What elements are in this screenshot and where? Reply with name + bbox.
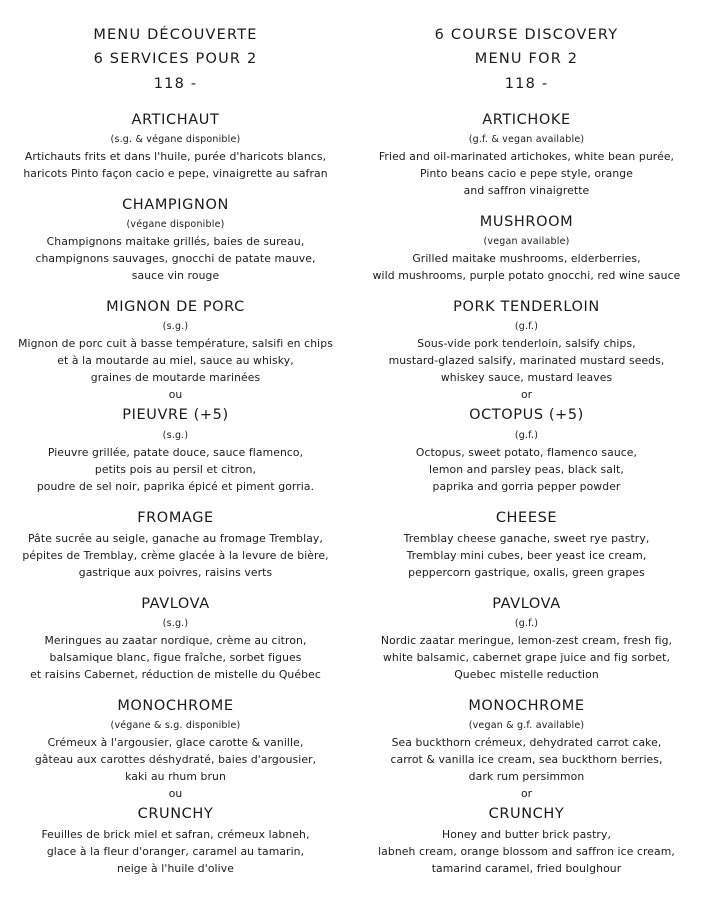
course-description-line: Pinto beans cacio e pepe style, orange	[420, 167, 633, 180]
course-description-line: carrot & vanilla ice cream, sea buckthorn berries,	[390, 753, 663, 766]
course-description-line: mustard-glazed salsify, marinated mustard seeds,	[388, 354, 665, 367]
course-title: ARTICHOKE	[482, 112, 571, 128]
course-description-line: Sea buckthorn crémeux, dehydrated carrot cake,	[391, 736, 662, 749]
course-title: PIEUVRE (+5)	[122, 407, 229, 423]
course-description-line: Quebec mistelle reduction	[454, 668, 599, 681]
course-description-line: poudre de sel noir, paprika épicé et piment gorria.	[36, 480, 315, 493]
course-dietary-note: (vegan available)	[483, 236, 570, 247]
course-alternative-separator: or	[520, 388, 533, 401]
course-description-line: gâteau aux carottes déshydraté, baies d'argousier,	[34, 753, 317, 766]
course-dietary-note: (s.g.)	[162, 618, 189, 629]
course-title: OCTOPUS (+5)	[469, 407, 584, 423]
course-description-line: Fried and oil-marinated artichokes, white bean purée,	[378, 150, 675, 163]
course-title: CRUNCHY	[137, 806, 214, 822]
course-description-line: petits pois au persil et citron,	[94, 463, 257, 476]
menu-header-line-2: MENU FOR 2	[474, 51, 579, 67]
course-title: PAVLOVA	[492, 596, 561, 612]
course-description-line: labneh cream, orange blossom and saffron ice cream,	[378, 845, 675, 858]
course-title: PAVLOVA	[141, 596, 210, 612]
course-dietary-note: (végane & s.g. disponible)	[110, 720, 241, 731]
course-description-line: paprika and gorria pepper powder	[432, 480, 621, 493]
course-description-line: neige à l'huile d'olive	[117, 862, 234, 875]
course-description-line: lemon and parsley peas, black salt,	[429, 463, 624, 476]
course-description-line: Pâte sucrée au seigle, ganache au fromage Tremblay,	[28, 532, 323, 545]
course-description-line: peppercorn gastrique, oxalis, green grapes	[408, 566, 645, 579]
course-description-line: Champignons maitake grillés, baies de sureau,	[46, 235, 305, 248]
course-title: CHEESE	[495, 510, 558, 526]
course-alternative-separator: ou	[168, 787, 183, 800]
course-description-line: champignons sauvages, gnocchi de patate mauve,	[35, 252, 316, 265]
course-alternative-separator: or	[520, 787, 533, 800]
course-description-line: whiskey sauce, mustard leaves	[440, 371, 613, 384]
course-description-line: Octopus, sweet potato, flamenco sauce,	[415, 446, 638, 459]
course-dietary-note: (g.f. & vegan available)	[468, 134, 585, 145]
course-description-line: et à la moutarde au miel, sauce au whisky,	[57, 354, 294, 367]
course-description-line: Mignon de porc cuit à basse température, salsifi en chips	[18, 337, 333, 350]
course-description-line: Honey and butter brick pastry,	[442, 828, 611, 841]
course-description-line: Tremblay mini cubes, beer yeast ice cream,	[406, 549, 647, 562]
menu-price: 118 -	[153, 76, 198, 92]
course-dietary-note: (g.f.)	[514, 618, 539, 629]
course-alternative-separator: ou	[168, 388, 183, 401]
course-dietary-note: (s.g.)	[162, 321, 189, 332]
course-description-line: tamarind caramel, fried boulghour	[431, 862, 622, 875]
menu-price: 118 -	[504, 76, 549, 92]
course-dietary-note: (vegan & g.f. available)	[468, 720, 585, 731]
menu-header-line-1: MENU DÉCOUVERTE	[93, 27, 258, 43]
course-description-line: Sous-vide pork tenderloin, salsify chips,	[417, 337, 636, 350]
course-description-line: Artichauts frits et dans l'huile, purée d'haricots blancs,	[24, 150, 327, 163]
course-description-line: sauce vin rouge	[131, 269, 220, 282]
course-title: MONOCHROME	[468, 698, 585, 714]
course-description-line: balsamique blanc, figue fraîche, sorbet figues	[49, 651, 302, 664]
course-description-line: white balsamic, cabernet grape juice and fig sorbet,	[382, 651, 670, 664]
course-title: CHAMPIGNON	[122, 197, 229, 213]
menu-header-line-1: 6 COURSE DISCOVERY	[434, 27, 619, 43]
course-description-line: haricots Pinto façon cacio e pepe, vinaigrette au safran	[23, 167, 328, 180]
course-description-line: Crémeux à l'argousier, glace carotte & vanille,	[47, 736, 304, 749]
course-description-line: Pieuvre grillée, patate douce, sauce flamenco,	[47, 446, 304, 459]
course-description-line: wild mushrooms, purple potato gnocchi, red wine sauce	[372, 269, 681, 282]
course-title: PORK TENDERLOIN	[453, 299, 600, 315]
course-title: FROMAGE	[137, 510, 214, 526]
course-dietary-note: (g.f.)	[514, 430, 539, 441]
course-dietary-note: (g.f.)	[514, 321, 539, 332]
course-title: ARTICHAUT	[131, 112, 220, 128]
course-description-line: gastrique aux poivres, raisins verts	[78, 566, 273, 579]
course-description-line: graines de moutarde marinées	[90, 371, 261, 384]
course-description-line: Meringues au zaatar nordique, crème au citron,	[44, 634, 307, 647]
course-title: MUSHROOM	[479, 214, 574, 230]
course-dietary-note: (végane disponible)	[126, 219, 225, 230]
course-description-line: Feuilles de brick miel et safran, crémeux labneh,	[41, 828, 310, 841]
course-description-line: dark rum persimmon	[468, 770, 585, 783]
course-description-line: glace à la fleur d'oranger, caramel au tamarin,	[46, 845, 305, 858]
course-description-line: Nordic zaatar meringue, lemon-zest cream, fresh fig,	[380, 634, 673, 647]
course-description-line: et raisins Cabernet, réduction de mistelle du Québec	[30, 668, 321, 681]
course-description-line: and saffron vinaigrette	[463, 184, 590, 197]
course-dietary-note: (s.g.)	[162, 430, 189, 441]
course-title: MONOCHROME	[117, 698, 234, 714]
course-description-line: kaki au rhum brun	[125, 770, 226, 783]
menu-header-line-2: 6 SERVICES POUR 2	[93, 51, 258, 67]
course-title: CRUNCHY	[488, 806, 565, 822]
course-title: MIGNON DE PORC	[106, 299, 245, 315]
course-dietary-note: (s.g. & végane disponible)	[110, 134, 241, 145]
course-description-line: Grilled maitake mushrooms, elderberries,	[412, 252, 641, 265]
course-description-line: Tremblay cheese ganache, sweet rye pastry,	[403, 532, 650, 545]
course-description-line: pépites de Tremblay, crème glacée à la levure de bière,	[22, 549, 329, 562]
